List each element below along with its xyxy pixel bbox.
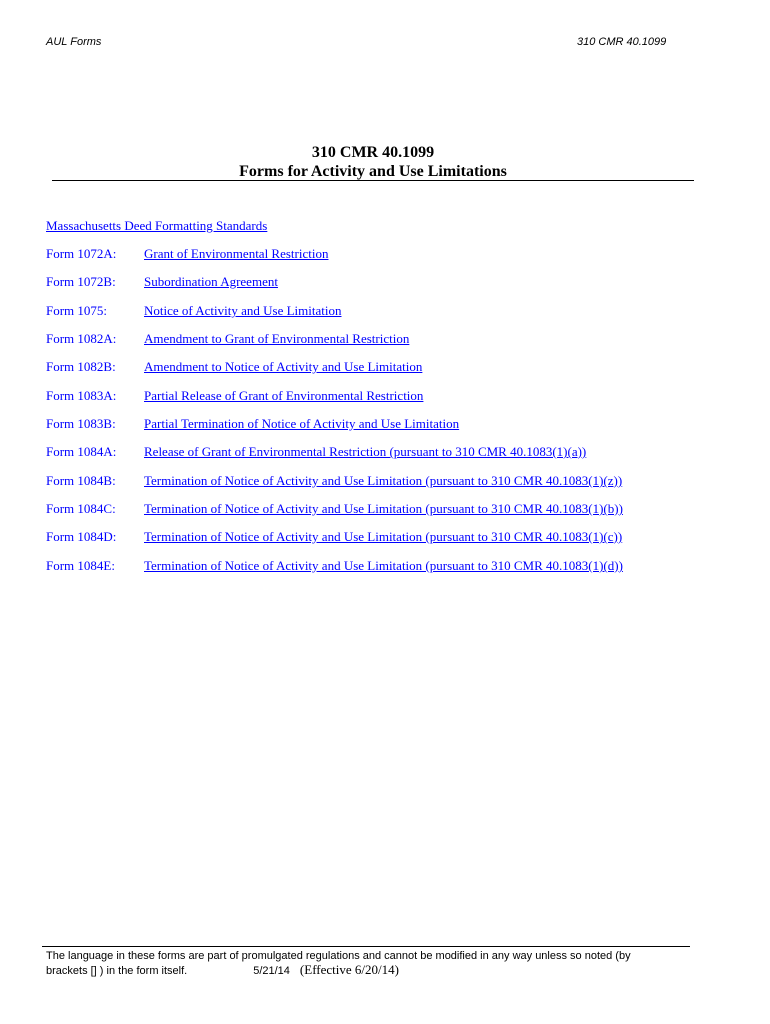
form-code: Form 1083A: (46, 388, 117, 403)
form-title: Amendment to Notice of Activity and Use Limitation (144, 359, 423, 374)
form-title: Subordination Agreement (144, 274, 278, 289)
form-title: Termination of Notice of Activity and Use Limitation (pursuant to 310 CMR 40.1083(1)(c)) (144, 529, 623, 544)
form-title: Partial Termination of Notice of Activity and Use Limitation (144, 416, 460, 431)
footer-line-1: The language in these forms are part of promulgated regulations and cannot be modified in any way unless so noted (by (46, 950, 631, 962)
form-code: Form 1084E: (46, 558, 115, 573)
form-title: Termination of Notice of Activity and Use Limitation (pursuant to 310 CMR 40.1083(1)(d)) (144, 558, 623, 573)
form-code: Form 1082A: (46, 331, 117, 346)
footer-note (46, 950, 726, 978)
footer-date: 5/21/14 (253, 965, 290, 977)
form-title: Grant of Environmental Restriction (144, 246, 329, 261)
footer-effective-date: (Effective 6/20/14) (299, 962, 399, 977)
form-title: Termination of Notice of Activity and Use Limitation (pursuant to 310 CMR 40.1083(1)(b)) (144, 501, 623, 516)
form-code: Form 1084B: (46, 473, 116, 488)
running-header-left: AUL Forms (46, 36, 102, 48)
form-title: Release of Grant of Environmental Restriction (pursuant to 310 CMR 40.1083(1)(a)) (144, 444, 587, 459)
footer-divider (42, 946, 690, 947)
footer-line-2-text: brackets [] ) in the form itself. (46, 965, 188, 977)
form-link[interactable] (46, 444, 586, 460)
form-code: Form 1084A: (46, 444, 117, 459)
title-divider (52, 180, 694, 181)
form-link[interactable] (46, 303, 342, 319)
form-link[interactable] (46, 501, 623, 517)
form-link[interactable] (46, 558, 623, 574)
form-title: Partial Release of Grant of Environmental Restriction (144, 388, 424, 403)
form-link[interactable] (46, 529, 622, 545)
title-line-2: Forms for Activity and Use Limitations (239, 163, 507, 180)
form-code: Form 1075: (46, 303, 108, 318)
form-code: Form 1072A: (46, 246, 117, 261)
form-link[interactable] (46, 331, 409, 347)
form-title: Amendment to Grant of Environmental Restriction (144, 331, 410, 346)
form-code: Form 1084D: (46, 529, 117, 544)
form-link[interactable] (46, 274, 278, 290)
form-title: Termination of Notice of Activity and Use Limitation (pursuant to 310 CMR 40.1083(1)(z)) (144, 473, 623, 488)
standards-link[interactable]: Massachusetts Deed Formatting Standards (46, 218, 268, 233)
form-link[interactable] (46, 388, 423, 404)
form-title: Notice of Activity and Use Limitation (144, 303, 342, 318)
page-title (52, 143, 694, 181)
footer-line-2 (46, 963, 726, 978)
form-code: Form 1082B: (46, 359, 116, 374)
form-code: Form 1072B: (46, 274, 116, 289)
form-link[interactable] (46, 359, 422, 375)
form-link[interactable] (46, 473, 622, 489)
title-line-1: 310 CMR 40.1099 (311, 144, 435, 161)
form-code: Form 1084C: (46, 501, 116, 516)
running-header-right: 310 CMR 40.1099 (577, 36, 667, 48)
form-code: Form 1083B: (46, 416, 116, 431)
form-link[interactable] (46, 246, 328, 262)
form-link[interactable] (46, 416, 459, 432)
